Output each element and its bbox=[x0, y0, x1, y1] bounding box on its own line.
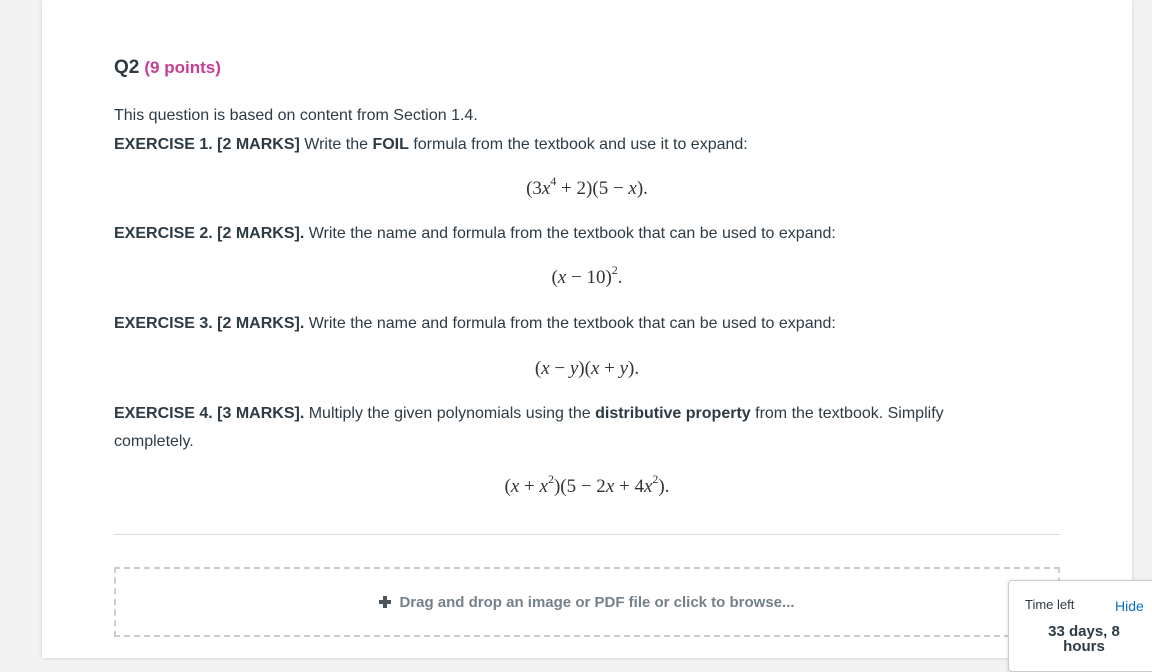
file-upload-dropzone[interactable] bbox=[114, 567, 1060, 637]
exercise-3-label: EXERCISE 3. [2 MARKS]. bbox=[114, 315, 305, 332]
question-points: (9 points) bbox=[144, 58, 221, 77]
distributive-property-term: distributive property bbox=[595, 405, 751, 422]
question-header bbox=[114, 57, 221, 79]
formula-3: (x − y)(x + y). bbox=[534, 358, 640, 379]
question-number: Q2 bbox=[114, 57, 140, 78]
exercise-2-text: EXERCISE 2. [2 MARKS]. Write the name and formula from the textbook that can be used to expand: bbox=[114, 225, 836, 242]
upload-label: Drag and drop an image or PDF file or click to browse... bbox=[399, 593, 795, 611]
formula-4: $(x + x^2)(5 - 2x + 4x^2)$. bbox=[504, 472, 670, 497]
formula-1: $(3x^4 + 2)(5 - x)$. bbox=[526, 174, 648, 199]
exercise-1-label: EXERCISE 1. [2 MARKS] bbox=[114, 136, 300, 153]
exercise-4-label: EXERCISE 4. [3 MARKS]. bbox=[114, 405, 305, 422]
exercise-2-label: EXERCISE 2. [2 MARKS]. bbox=[114, 225, 305, 242]
exercise-3-text: EXERCISE 3. [2 MARKS]. Write the name and formula from the textbook that can be used to expand: bbox=[114, 315, 836, 332]
time-left-value: 33 days, 8 hours bbox=[1048, 623, 1120, 655]
hide-timer-button[interactable]: Hide bbox=[1115, 598, 1144, 614]
time-left-label: Time left bbox=[1025, 597, 1075, 612]
formula-2: $(x - 10)^2$. bbox=[551, 263, 623, 288]
exercise-1-text: EXERCISE 1. [2 MARKS] Write the FOIL formula from the textbook and use it to expand: bbox=[114, 136, 748, 153]
exercise-4-continuation: completely. bbox=[114, 433, 194, 450]
question-intro: This question is based on content from Section 1.4. bbox=[114, 107, 478, 124]
time-left-widget bbox=[1008, 580, 1152, 672]
foil-term: FOIL bbox=[372, 136, 409, 153]
plus-icon bbox=[379, 596, 391, 608]
question-card bbox=[42, 0, 1132, 658]
divider bbox=[114, 534, 1060, 535]
exercise-4-text: EXERCISE 4. [3 MARKS]. Multiply the given polynomials using the distributive property from the textbook. Simplify bbox=[114, 405, 944, 422]
